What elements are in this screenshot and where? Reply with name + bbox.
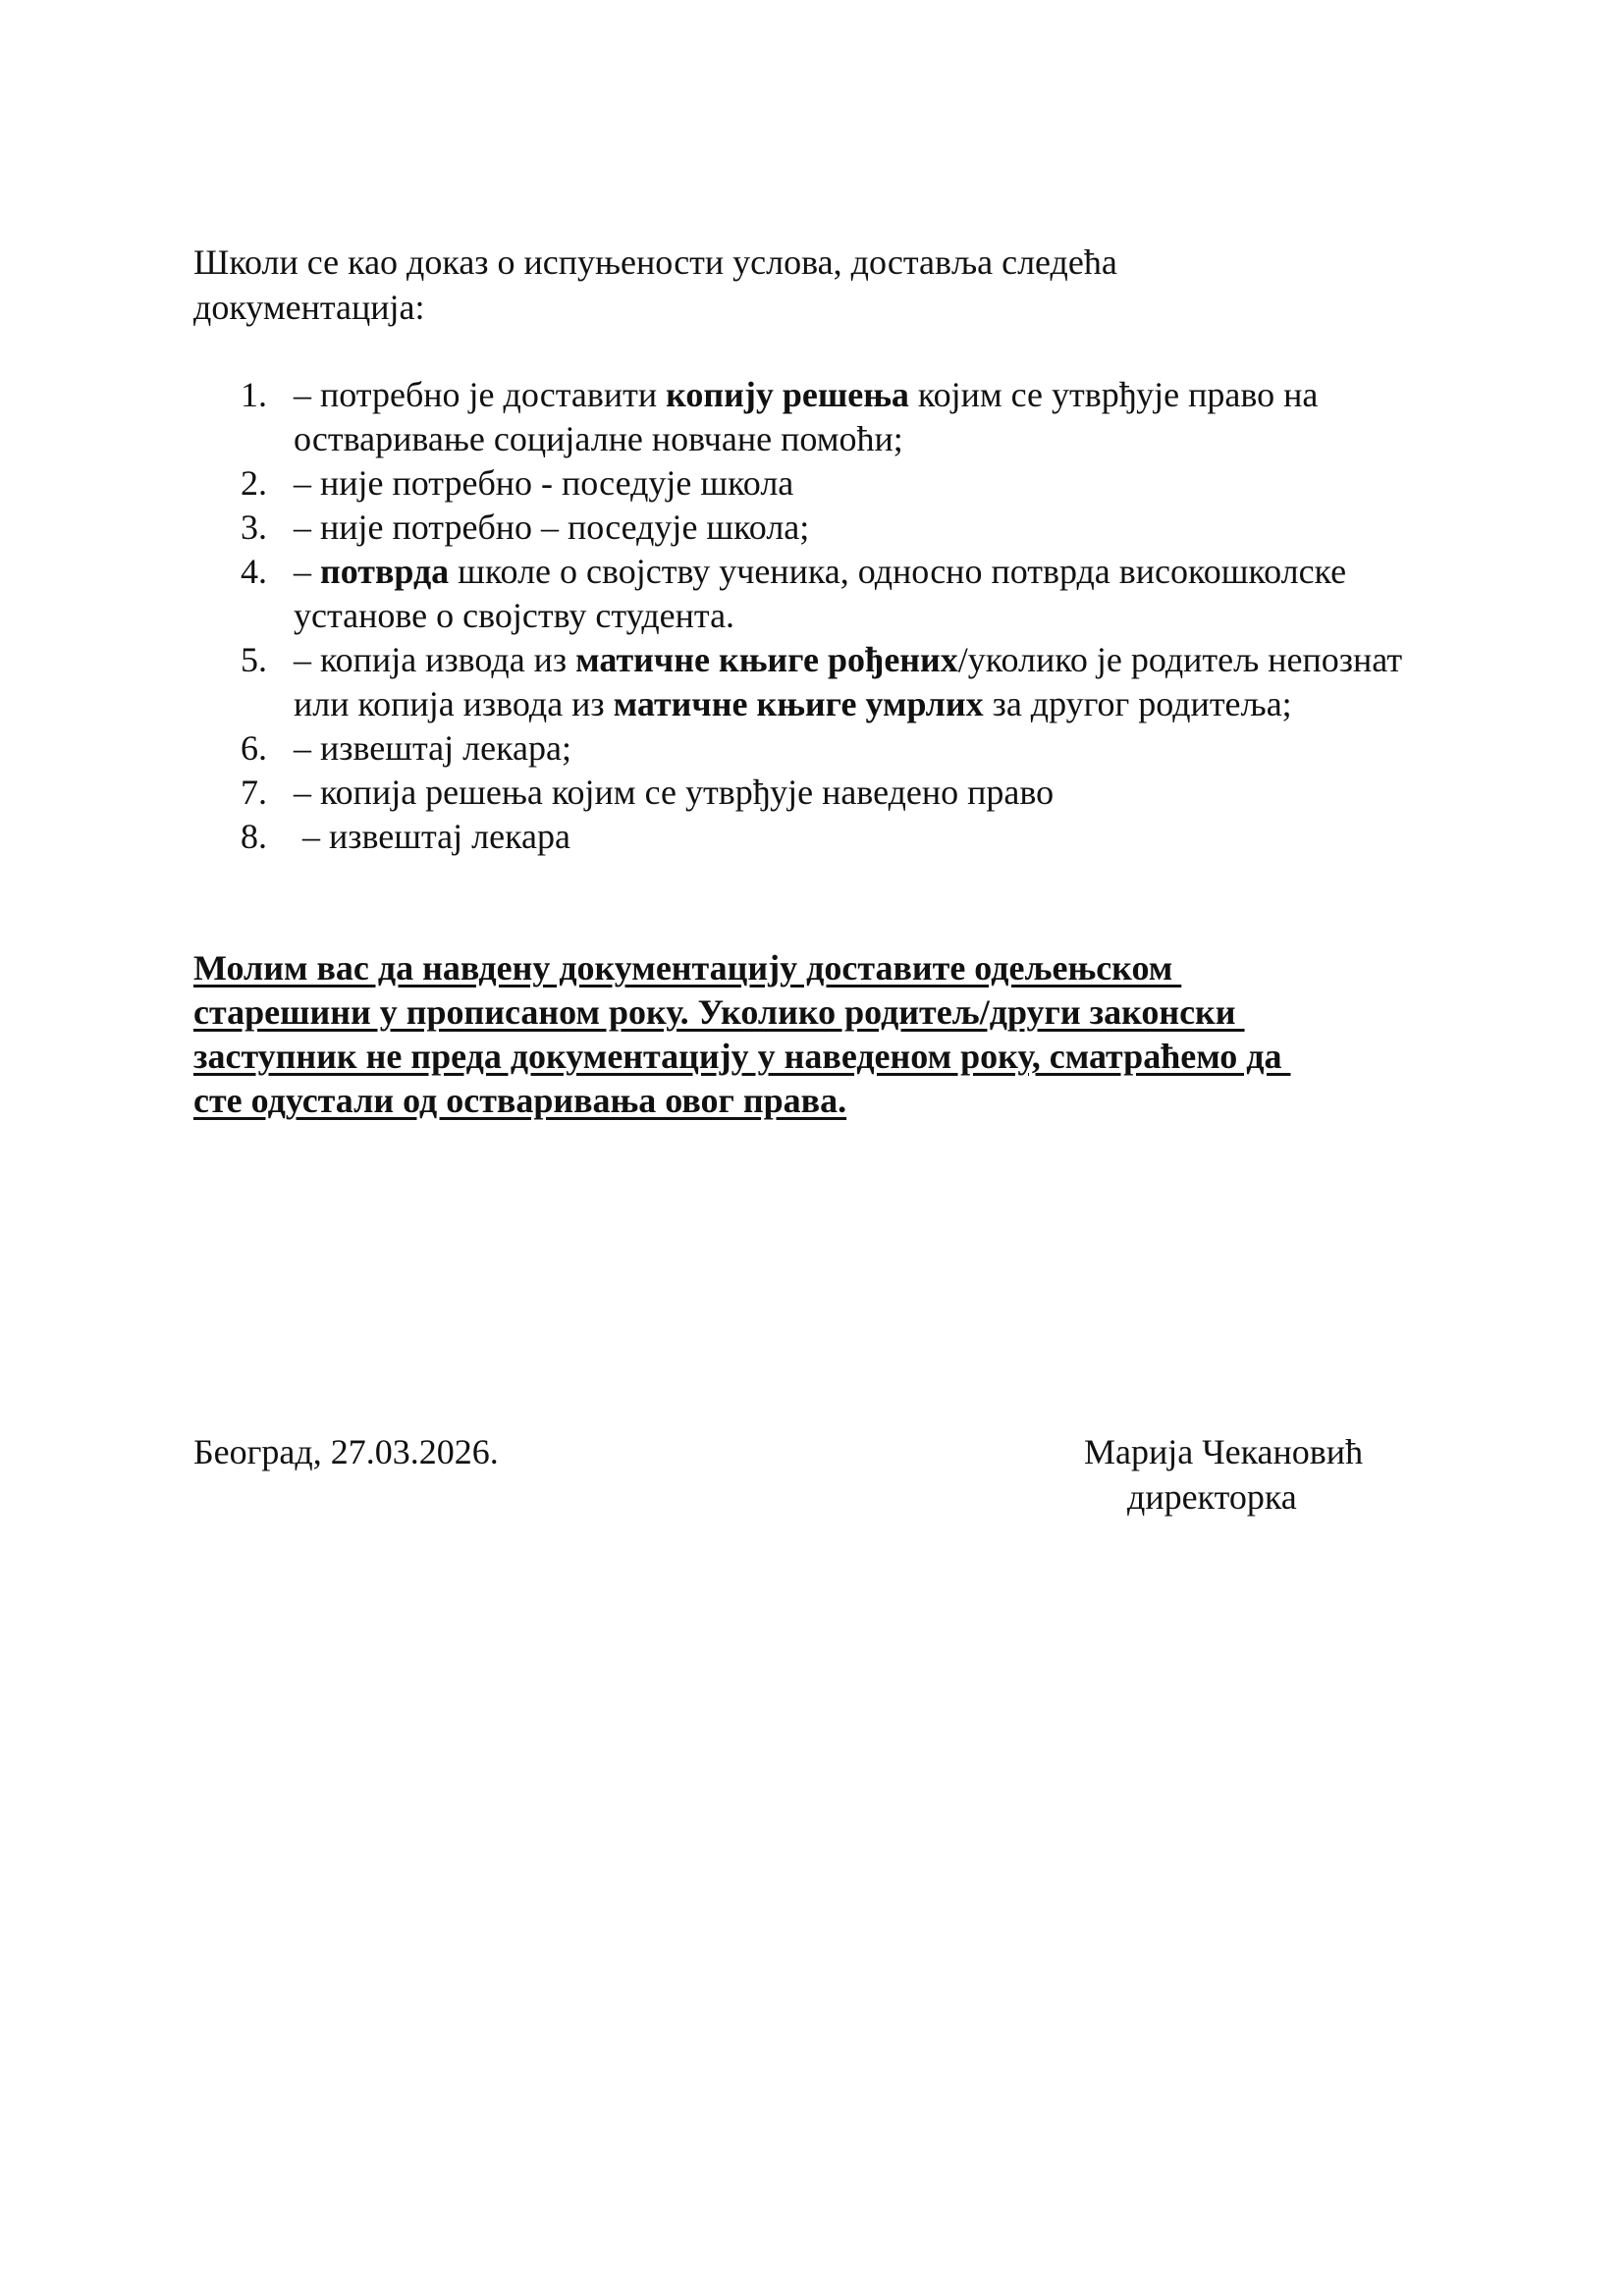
list-item-number: 5. <box>241 640 267 679</box>
list-item-text <box>294 375 1326 458</box>
intro-line-1: Школи се као доказ о испуњености услова, доставља следећа <box>193 242 1117 282</box>
text-segment: – није потребно – поседује школа; <box>294 507 810 547</box>
list-item <box>0 506 1413 550</box>
signer-title: директорка <box>1127 1477 1297 1517</box>
list-item <box>0 461 1413 506</box>
bold-term: матичне књиге рођених <box>575 640 958 679</box>
notice-line: заступник не преда документацију у наведеном року, сматраћемо да <box>193 1037 1291 1076</box>
list-item <box>0 373 1413 461</box>
intro-paragraph <box>193 240 1273 330</box>
bold-term: копију решења <box>666 375 909 414</box>
list-item-text <box>294 728 571 768</box>
notice-paragraph <box>193 946 1411 1123</box>
list-item <box>0 815 1413 859</box>
text-segment: – копија извода из <box>294 640 576 679</box>
notice-line: Молим вас да навдену документацију доставите одељењском <box>193 948 1182 988</box>
list-item-number: 3. <box>241 507 267 547</box>
list-item-text <box>294 507 809 547</box>
list-item-number: 6. <box>241 728 267 768</box>
list-item-number: 2. <box>241 463 267 503</box>
intro-line-2: документација: <box>193 288 425 327</box>
text-segment: /уколико је родитељ непознат или копија извода из <box>294 640 1412 723</box>
signer-name: Марија Чекановић <box>1084 1432 1364 1471</box>
notice-line: старешини у прописаном року. Уколико родитељ/други законски <box>193 992 1245 1032</box>
text-segment: – <box>294 552 320 591</box>
text-segment: – није потребно - поседује школа <box>294 463 794 503</box>
text-segment: – копија решења којим се утврђује наведено право <box>294 773 1055 812</box>
text-segment: – потребно је доставити <box>294 375 667 414</box>
text-segment: школе о својству ученика, односно потврда високошколске установе о својству студента. <box>294 552 1356 635</box>
list-item-text <box>294 463 793 503</box>
text-segment: за другог родитеља; <box>983 684 1292 723</box>
list-item-text <box>294 817 570 856</box>
list-item-text <box>294 552 1355 635</box>
text-segment: – извештај лекара; <box>294 728 571 768</box>
notice-line: сте одустали од остваривања овог права. <box>193 1081 847 1120</box>
documentation-list <box>0 373 1624 859</box>
text-segment: којим се утврђује право на остваривање социјалне новчане помоћи; <box>294 375 1327 458</box>
list-item-number: 1. <box>241 375 267 414</box>
list-item <box>0 771 1413 815</box>
place-and-date: Београд, 27.03.2026. <box>193 1432 499 1471</box>
bold-term: потврда <box>320 552 450 591</box>
bold-term: матичне књиге умрлих <box>613 684 984 723</box>
list-item <box>0 550 1413 638</box>
list-item-number: 7. <box>241 773 267 812</box>
list-item-number: 8. <box>241 817 267 856</box>
text-segment: – извештај лекара <box>294 817 570 856</box>
list-item <box>0 726 1413 771</box>
list-item-text <box>294 773 1054 812</box>
list-item-text <box>294 640 1411 723</box>
list-item <box>0 638 1413 726</box>
list-item-number: 4. <box>241 552 267 591</box>
